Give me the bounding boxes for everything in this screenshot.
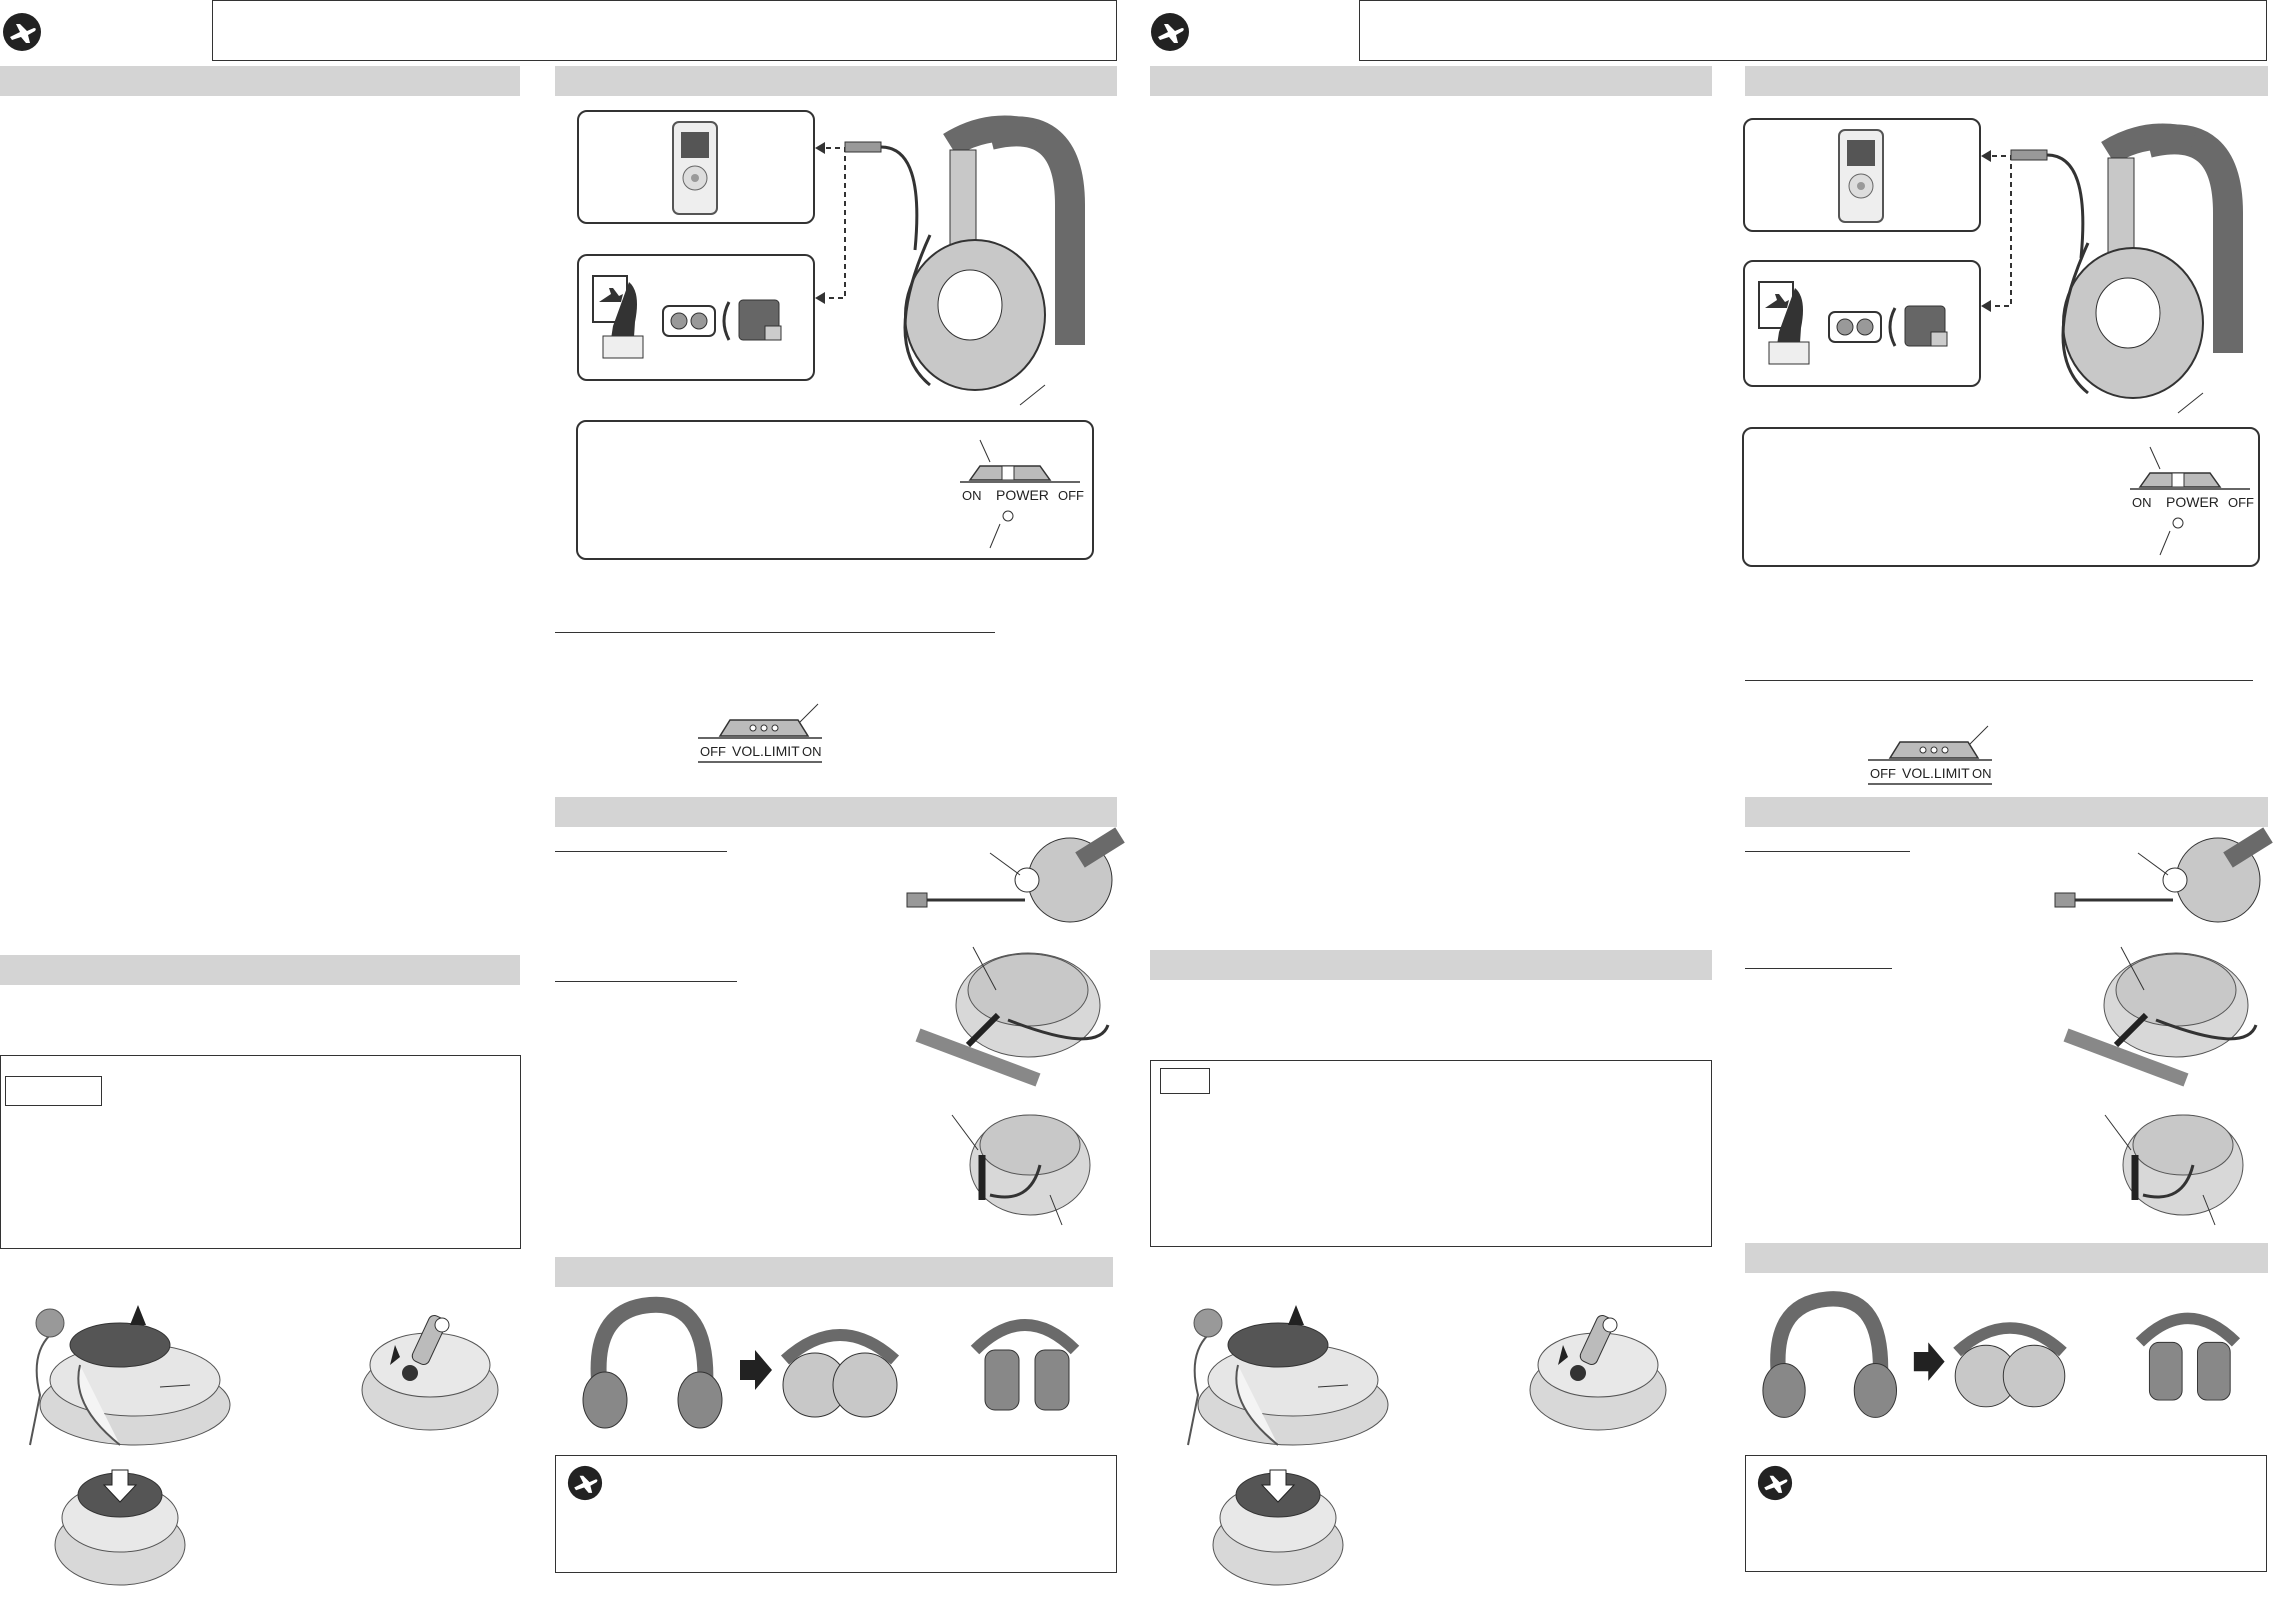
battery-insert-illustration: [350, 1295, 510, 1445]
power-detail-panel: [1742, 427, 2260, 567]
section-bar: [1150, 66, 1712, 96]
airplane-seat-icon: [589, 272, 809, 368]
folding-illustration: [1760, 1282, 2260, 1422]
header-title-box: [212, 0, 1117, 61]
section-bar: [0, 66, 520, 96]
battery-cover-open-illustration: [10, 1295, 240, 1455]
cable-detail-illustration: [2053, 835, 2268, 925]
portable-player-icon: [1837, 128, 1885, 224]
section-bar: [555, 66, 1117, 96]
power-label: POWER: [2166, 494, 2219, 510]
vol-limit-switch-diagram: [698, 700, 828, 770]
player-panel: [1743, 118, 1981, 232]
airplane-seat-panel: [577, 254, 815, 381]
section-bar: [1150, 950, 1712, 980]
vol-off-label: OFF: [700, 744, 726, 759]
divider-rule: [555, 981, 737, 982]
vol-on-label: ON: [1972, 766, 1992, 781]
power-on-label: ON: [2132, 495, 2152, 510]
caution-label-box: [1160, 1068, 1210, 1094]
cable-detail-illustration: [905, 835, 1120, 925]
power-off-label: OFF: [1058, 488, 1084, 503]
airplane-seat-icon: [1755, 278, 1975, 374]
section-bar: [1745, 66, 2268, 96]
headphones-icon: [870, 115, 1100, 405]
power-switch-diagram: [960, 436, 1090, 556]
divider-rule: [1745, 968, 1892, 969]
portable-player-icon: [671, 120, 719, 216]
header-title-box: [1359, 0, 2267, 61]
vol-off-label: OFF: [1870, 766, 1896, 781]
airplane-icon: [567, 1465, 603, 1501]
airplane-icon: [1757, 1465, 1793, 1501]
divider-rule: [1745, 851, 1910, 852]
airplane-note-box: [555, 1455, 1117, 1573]
battery-cover-close-illustration: [50, 1440, 190, 1590]
headphones-icon: [2028, 123, 2258, 413]
caution-label-box: [5, 1076, 102, 1106]
cable-insert-illustration: [918, 945, 1118, 1080]
vol-on-label: ON: [802, 744, 822, 759]
battery-cover-open-illustration: [1168, 1295, 1398, 1455]
airplane-seat-panel: [1743, 260, 1981, 387]
cable-lock-illustration: [950, 1105, 1090, 1225]
power-detail-panel: [576, 420, 1094, 560]
section-bar: [1745, 797, 2268, 827]
vol-limit-switch-diagram: [1868, 722, 1998, 792]
power-label: POWER: [996, 487, 1049, 503]
battery-cover-close-illustration: [1208, 1440, 1348, 1590]
divider-rule: [555, 632, 995, 633]
section-bar: [1745, 1243, 2268, 1273]
battery-insert-illustration: [1518, 1295, 1678, 1445]
power-on-label: ON: [962, 488, 982, 503]
section-bar: [555, 1257, 1113, 1287]
player-panel: [577, 110, 815, 224]
airplane-icon: [1150, 12, 1190, 52]
cable-lock-illustration: [2103, 1105, 2243, 1225]
power-switch-diagram: [2130, 443, 2260, 563]
section-bar: [0, 955, 520, 985]
vol-limit-label: VOL.LIMIT: [732, 743, 800, 759]
section-bar: [555, 797, 1117, 827]
caution-box: [1150, 1060, 1712, 1247]
right-page: [1148, 0, 2273, 1599]
divider-rule: [1745, 680, 2253, 681]
airplane-note-box: [1745, 1455, 2267, 1572]
airplane-icon: [2, 12, 42, 52]
power-off-label: OFF: [2228, 495, 2254, 510]
folding-illustration: [580, 1290, 1100, 1430]
divider-rule: [555, 851, 727, 852]
vol-limit-label: VOL.LIMIT: [1902, 765, 1970, 781]
cable-insert-illustration: [2066, 945, 2266, 1080]
